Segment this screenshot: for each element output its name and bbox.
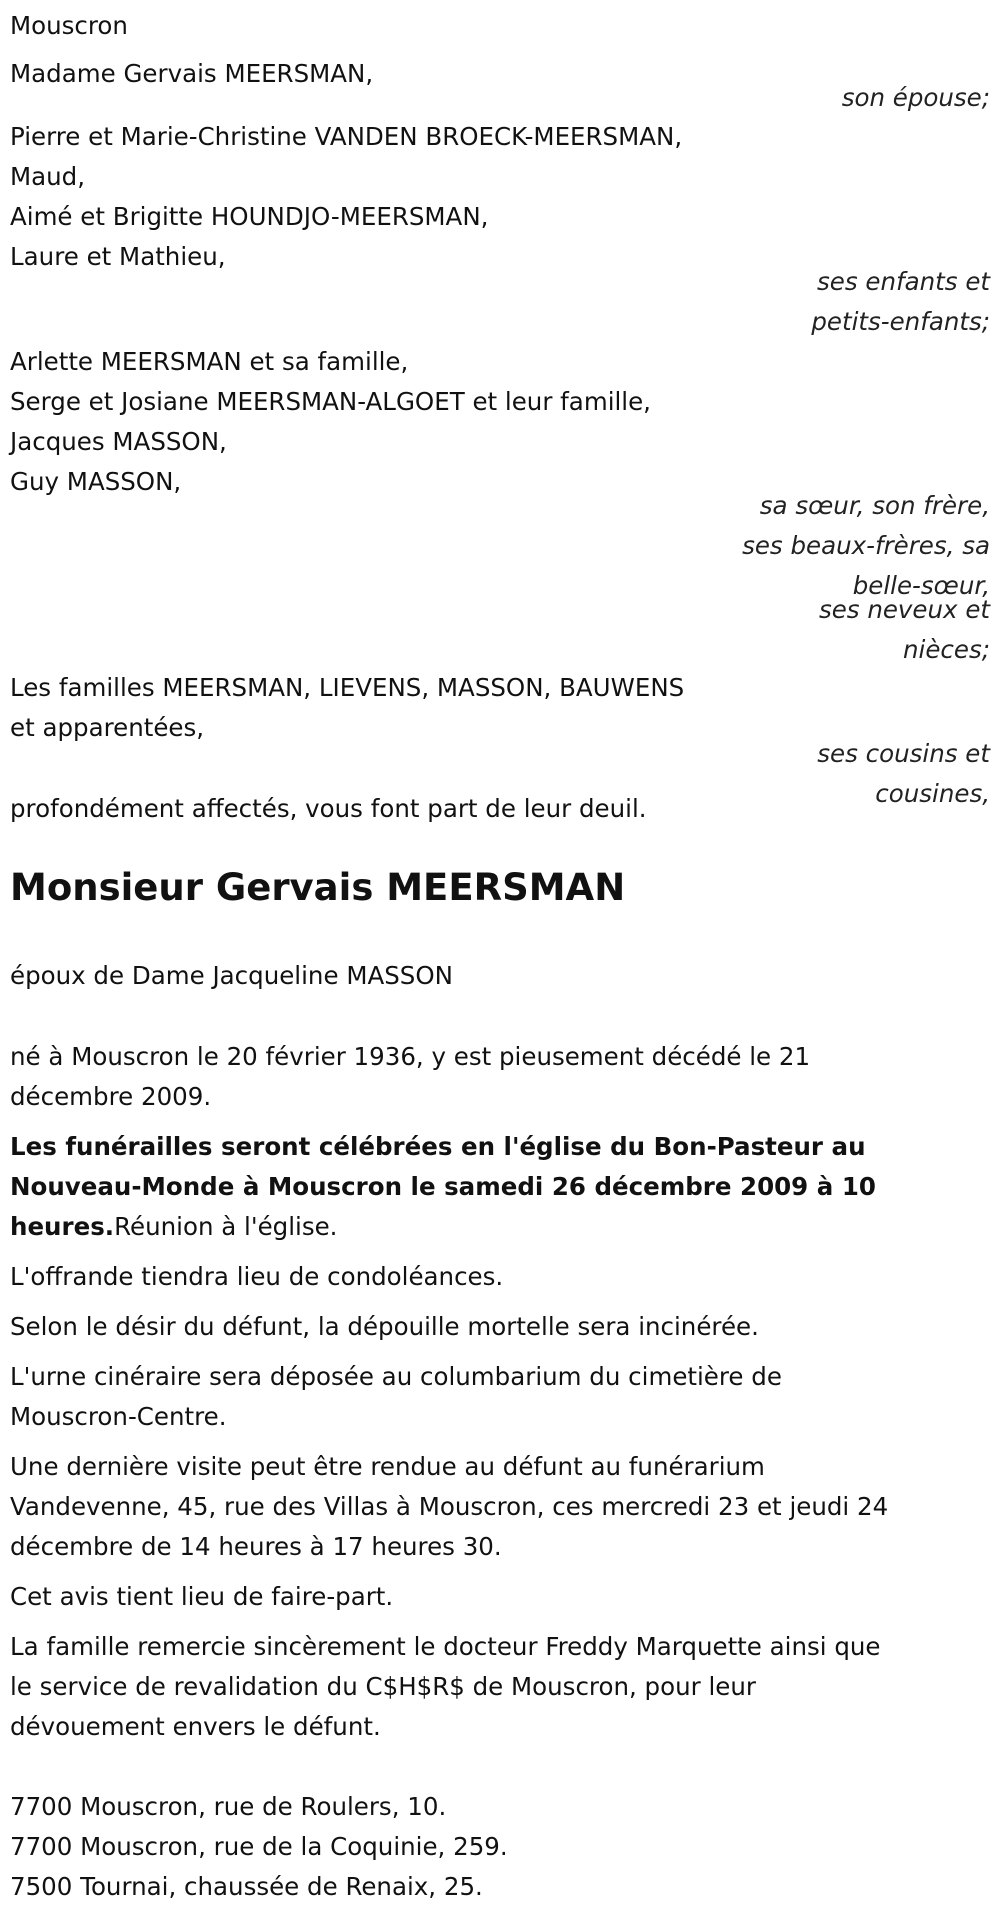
thanks-line-1: La famille remercie sincèrement le docteur Freddy Marquette ainsi que: [10, 1632, 881, 1661]
offering-text: L'offrande tiendra lieu de condoléances.: [10, 1262, 504, 1291]
spouse-of-text: époux de Dame Jacqueline MASSON: [10, 961, 453, 990]
funeral-time: heures.: [10, 1212, 115, 1241]
city-heading: Mouscron: [10, 11, 128, 40]
funeral-line-1: Les funérailles seront célébrées en l'église du Bon-Pasteur au: [10, 1132, 866, 1161]
funeral-line-2: Nouveau-Monde à Mouscron le samedi 26 décembre 2009 à 10: [10, 1172, 876, 1201]
children-line-1: Pierre et Marie-Christine VANDEN BROECK-MEERSMAN,: [10, 122, 683, 151]
funeral-line-3: [10, 1207, 337, 1247]
birth-death-line-1: né à Mouscron le 20 février 1936, y est pieusement décédé le 21: [10, 1042, 811, 1071]
spouse-relation: son épouse;: [841, 83, 990, 112]
birth-death-line-2: décembre 2009.: [10, 1082, 212, 1111]
visit-line-2: Vandevenne, 45, rue des Villas à Mouscron, ces mercredi 23 et jeudi 24: [10, 1492, 889, 1521]
families-line-1: Les familles MEERSMAN, LIEVENS, MASSON, BAUWENS: [10, 673, 685, 702]
children-relation-2: petits-enfants;: [811, 307, 990, 336]
families-line-2: et apparentées,: [10, 713, 205, 742]
nephews-relation-1: ses neveux et: [818, 595, 990, 624]
siblings-line-4: Guy MASSON,: [10, 467, 182, 496]
children-line-2: Maud,: [10, 162, 86, 191]
address-line-3: 7500 Tournai, chaussée de Renaix, 25.: [10, 1872, 483, 1901]
nephews-relation-2: nièces;: [903, 635, 990, 664]
urn-line-2: Mouscron-Centre.: [10, 1402, 227, 1431]
siblings-line-1: Arlette MEERSMAN et sa famille,: [10, 347, 409, 376]
siblings-relation-3: belle-sœur,: [852, 571, 990, 600]
spouse-name: Madame Gervais MEERSMAN,: [10, 59, 374, 88]
visit-line-1: Une dernière visite peut être rendue au défunt au funérarium: [10, 1452, 765, 1481]
thanks-line-2: le service de revalidation du C$H$R$ de Mouscron, pour leur: [10, 1672, 756, 1701]
siblings-line-2: Serge et Josiane MEERSMAN-ALGOET et leur famille,: [10, 387, 651, 416]
siblings-line-3: Jacques MASSON,: [10, 427, 227, 456]
deceased-name: Monsieur Gervais MEERSMAN: [10, 866, 626, 909]
address-line-2: 7700 Mouscron, rue de la Coquinie, 259.: [10, 1832, 508, 1861]
families-relation-2: cousines,: [875, 779, 990, 808]
siblings-relation-2: ses beaux-frères, sa: [742, 531, 990, 560]
visit-line-3: décembre de 14 heures à 17 heures 30.: [10, 1532, 502, 1561]
announcement-text: profondément affectés, vous font part de leur deuil.: [10, 794, 647, 823]
notice-text: Cet avis tient lieu de faire-part.: [10, 1582, 394, 1611]
thanks-line-3: dévouement envers le défunt.: [10, 1712, 381, 1741]
address-line-1: 7700 Mouscron, rue de Roulers, 10.: [10, 1792, 447, 1821]
children-relation-1: ses enfants et: [817, 267, 990, 296]
children-line-4: Laure et Mathieu,: [10, 242, 226, 271]
siblings-relation-1: sa sœur, son frère,: [759, 491, 990, 520]
families-relation-1: ses cousins et: [817, 739, 990, 768]
urn-line-1: L'urne cinéraire sera déposée au columbarium du cimetière de: [10, 1362, 782, 1391]
cremation-text: Selon le désir du défunt, la dépouille mortelle sera incinérée.: [10, 1312, 759, 1341]
funeral-meeting: Réunion à l'église.: [114, 1212, 338, 1241]
children-line-3: Aimé et Brigitte HOUNDJO-MEERSMAN,: [10, 202, 489, 231]
